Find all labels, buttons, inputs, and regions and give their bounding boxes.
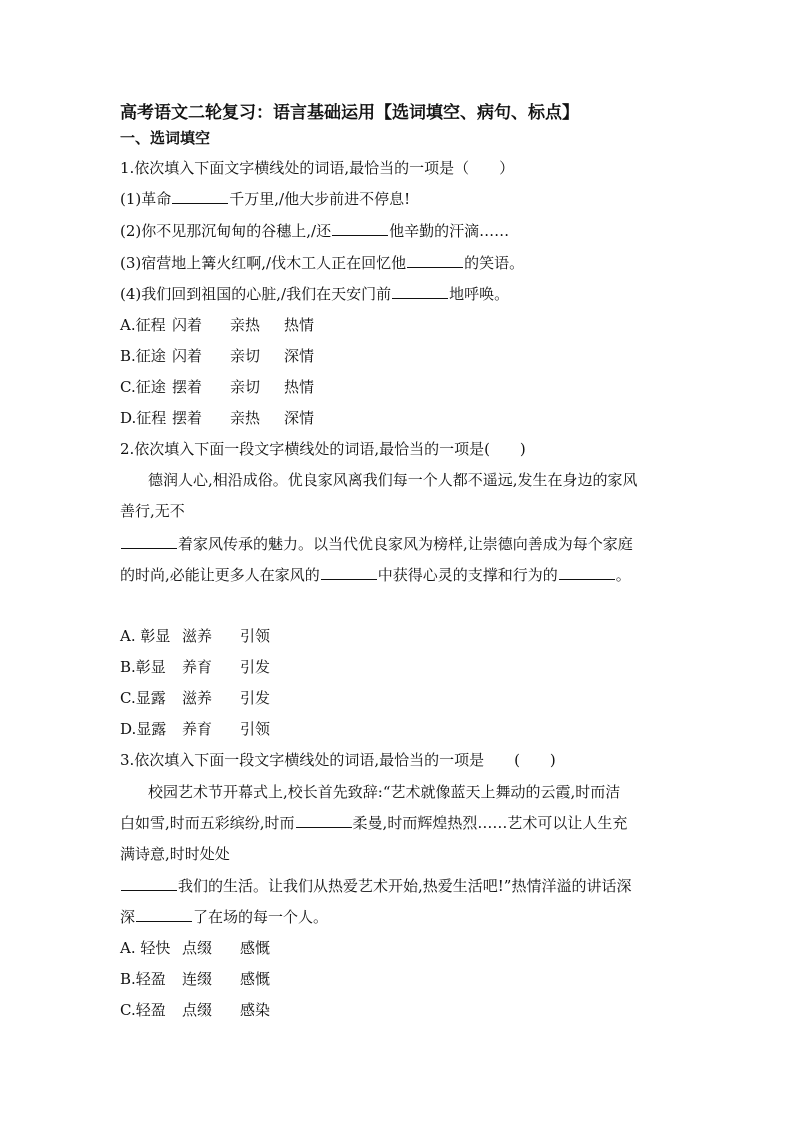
- question-1-option-b: B.征途 闪着 亲切 深情: [120, 347, 315, 365]
- question-3-option-c: C.轻盈 点缀 感染: [120, 1001, 271, 1019]
- question-2-option-c: C.显露 滋养 引发: [120, 689, 271, 707]
- document-title: 高考语文二轮复习：语言基础运用【选词填空、病句、标点】: [120, 103, 579, 123]
- fill-blank: [121, 534, 177, 549]
- question-1-sentence-2: (2)你不见那沉甸甸的谷穗上,/还 他辛勤的汗滴……: [120, 222, 510, 240]
- question-2-passage-line: 的时尚,必能让更多人在家风的 中获得心灵的支撑和行为的 。: [120, 566, 631, 584]
- question-3-option-a: A. 轻快 点缀 感慨: [120, 939, 271, 957]
- fill-blank: [296, 813, 352, 828]
- question-3-passage-line: 满诗意,时时处处: [120, 845, 230, 863]
- question-2-stem: 2.依次填入下面一段文字横线处的词语,最恰当的一项是( ): [120, 440, 526, 458]
- fill-blank: [172, 189, 228, 204]
- question-1-sentence-4: (4)我们回到祖国的心脏,/我们在天安门前 地呼唤。: [120, 285, 510, 303]
- question-3-stem: 3.依次填入下面一段文字横线处的词语,最恰当的一项是 ( ): [120, 751, 556, 769]
- question-2-option-d: D.显露 养育 引领: [120, 720, 271, 738]
- question-1-option-c: C.征途 摆着 亲切 热情: [120, 378, 315, 396]
- fill-blank: [392, 284, 448, 299]
- fill-blank: [559, 565, 615, 580]
- question-2-passage-line: 善行,无不: [120, 502, 185, 520]
- fill-blank: [332, 221, 388, 236]
- question-2-option-a: A. 彰显 滋养 引领: [120, 627, 271, 645]
- question-3-passage-line: 我们的生活。让我们从热爱艺术开始,热爱生活吧!”热情洋溢的讲话深: [120, 876, 631, 896]
- question-2-passage-line: 德润人心,相沿成俗。优良家风离我们每一个人都不遥远,发生在身边的家风: [148, 471, 638, 489]
- question-1-sentence-3: (3)宿营地上篝火红啊,/伐木工人正在回忆他 的笑语。: [120, 254, 525, 272]
- question-2-passage-line: 着家风传承的魅力。以当代优良家风为榜样,让崇德向善成为每个家庭: [120, 534, 633, 554]
- question-3-passage-line: 深 了在场的每一个人。: [120, 908, 329, 926]
- question-1-option-a: A.征程 闪着 亲热 热情: [120, 316, 315, 334]
- question-3-passage-line: 白如雪,时而五彩缤纷,时而 柔曼,时而辉煌热烈……艺术可以让人生充: [120, 814, 628, 832]
- question-3-option-b: B.轻盈 连缀 感慨: [120, 970, 271, 988]
- section-heading: 一、选词填空: [120, 129, 211, 147]
- question-3-passage-line: 校园艺术节开幕式上,校长首先致辞:“艺术就像蓝天上舞动的云霞,时而洁: [148, 783, 621, 801]
- fill-blank: [407, 253, 463, 268]
- question-2-option-b: B.彰显 养育 引发: [120, 658, 271, 676]
- fill-blank: [121, 876, 177, 891]
- question-1-sentence-1: (1)革命 千万里,/他大步前进不停息!: [120, 190, 411, 208]
- fill-blank: [321, 565, 377, 580]
- question-1-option-d: D.征程 摆着 亲热 深情: [120, 409, 315, 427]
- question-1-stem: 1.依次填入下面文字横线处的词语,最恰当的一项是（ ）: [120, 159, 515, 177]
- fill-blank: [136, 907, 192, 922]
